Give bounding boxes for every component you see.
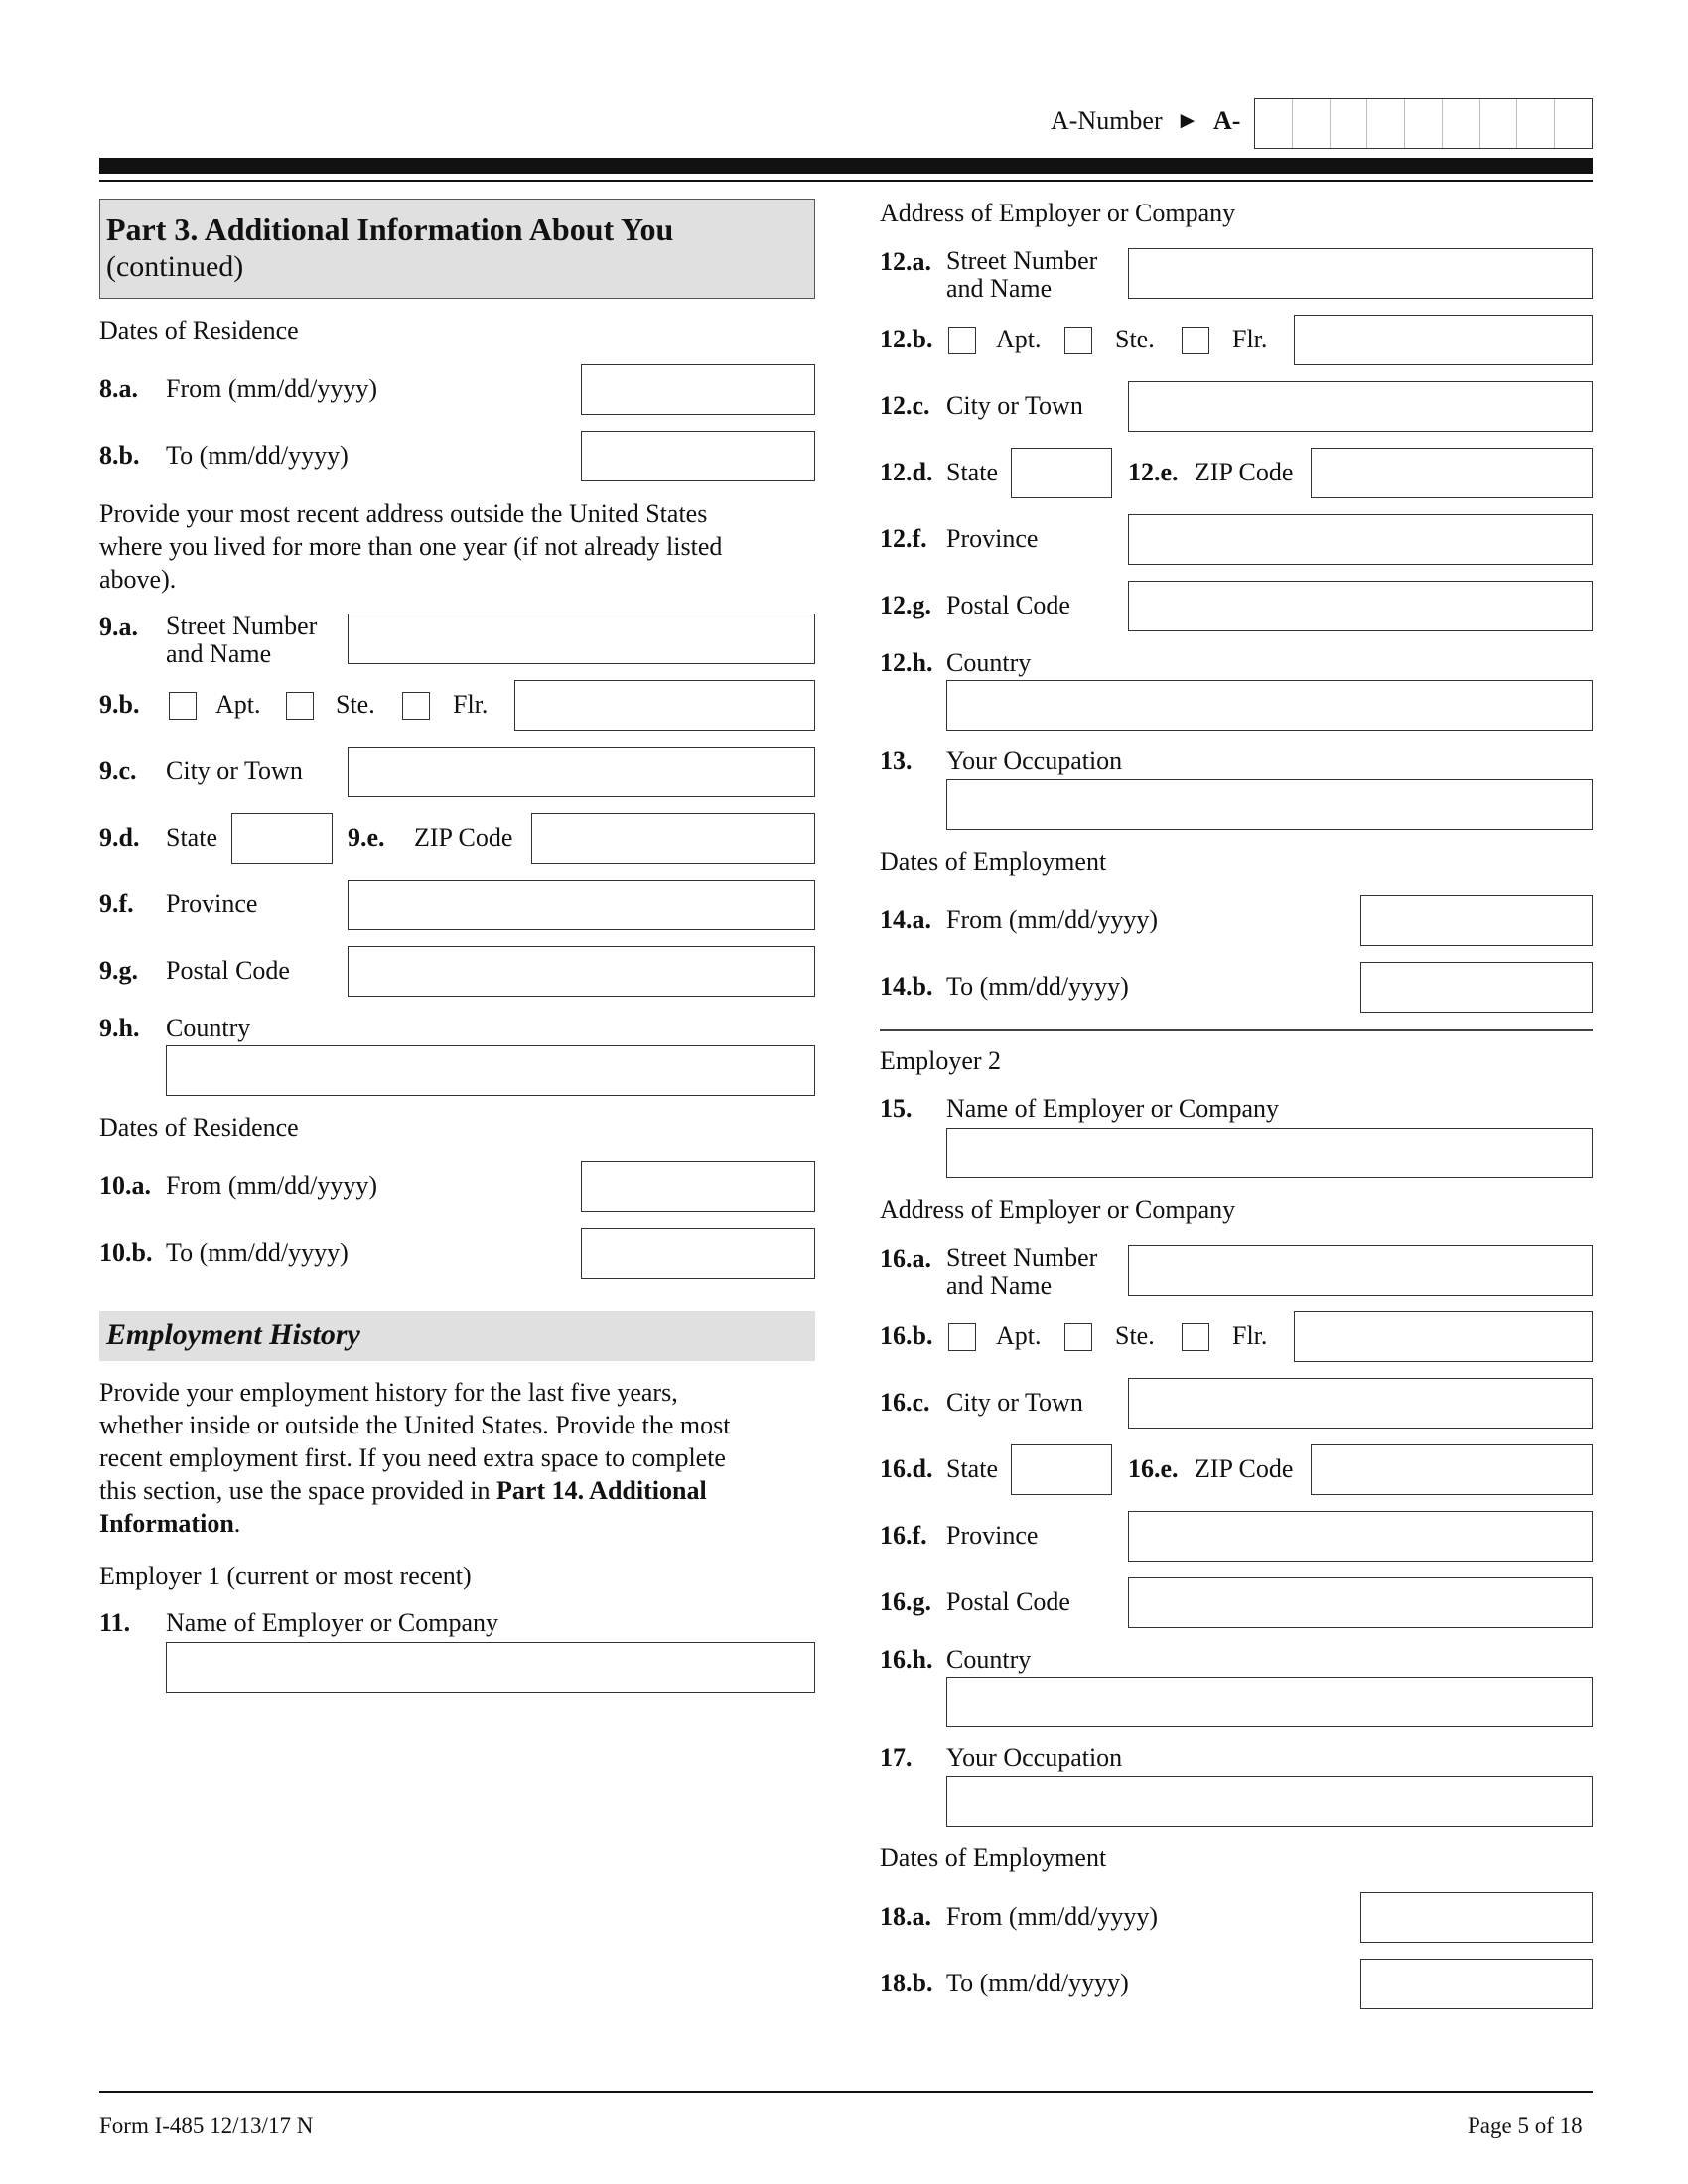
address-of-employer-heading: Address of Employer or Company	[880, 1195, 1236, 1224]
dates-of-employment-heading: Dates of Employment	[880, 1843, 1107, 1872]
footer-rule	[99, 2091, 1593, 2093]
flr-checkbox[interactable]	[1182, 327, 1209, 354]
part-subtitle: (continued)	[106, 250, 244, 283]
q9g-label: Postal Code	[166, 956, 290, 985]
apt-checkbox[interactable]	[169, 692, 197, 720]
section-divider	[880, 1029, 1593, 1031]
employment-to-date-input[interactable]	[1360, 1959, 1593, 2009]
q16d-label: State	[946, 1454, 998, 1483]
a-number-digit	[1516, 99, 1554, 148]
q9g-number: 9.g.	[99, 956, 138, 985]
apt-checkbox[interactable]	[948, 1323, 976, 1351]
q13-label: Your Occupation	[946, 747, 1123, 775]
state-input[interactable]	[1011, 448, 1112, 498]
instructions-line: whether inside or outside the United States. Provide the most	[99, 1411, 731, 1439]
postal-code-input[interactable]	[1128, 581, 1593, 631]
residence-from-date-input[interactable]	[581, 1161, 815, 1212]
q16c-label: City or Town	[946, 1388, 1083, 1417]
q15-number: 15.	[880, 1094, 913, 1123]
q9b-number: 9.b.	[99, 690, 140, 719]
q10b-number: 10.b.	[99, 1238, 153, 1267]
q8b-label: To (mm/dd/yyyy)	[166, 441, 349, 470]
q16a-number: 16.a.	[880, 1244, 931, 1273]
flr-checkbox[interactable]	[1182, 1323, 1209, 1351]
q18b-label: To (mm/dd/yyyy)	[946, 1969, 1129, 1997]
q9f-label: Province	[166, 889, 258, 918]
a-number-label: A-Number	[1051, 106, 1163, 135]
instructions-line: above).	[99, 565, 177, 594]
occupation-input[interactable]	[946, 1776, 1593, 1827]
apt-checkbox[interactable]	[948, 327, 976, 354]
a-number-digit	[1479, 99, 1517, 148]
province-input[interactable]	[348, 880, 815, 930]
dates-of-residence-heading: Dates of Residence	[99, 1113, 299, 1142]
q9h-label: Country	[166, 1014, 251, 1042]
employment-from-date-input[interactable]	[1360, 895, 1593, 946]
ste-label: Ste.	[336, 690, 375, 719]
country-input[interactable]	[166, 1045, 815, 1096]
header-thin-rule	[99, 180, 1593, 182]
q18b-number: 18.b.	[880, 1969, 933, 1997]
q16a-label-line2: and Name	[946, 1271, 1053, 1299]
a-number-digit	[1554, 99, 1592, 148]
q16h-label: Country	[946, 1645, 1032, 1674]
q9c-number: 9.c.	[99, 756, 137, 785]
q14a-label: From (mm/dd/yyyy)	[946, 905, 1159, 934]
employment-history-title: Employment History	[106, 1318, 360, 1351]
employer-name-input[interactable]	[946, 1128, 1593, 1178]
q8a-number: 8.a.	[99, 374, 138, 403]
a-number-digit	[1330, 99, 1367, 148]
q12g-label: Postal Code	[946, 591, 1070, 619]
a-number-digit	[1442, 99, 1479, 148]
q17-number: 17.	[880, 1743, 913, 1772]
q12h-number: 12.h.	[880, 648, 933, 677]
province-input[interactable]	[1128, 1511, 1593, 1562]
a-number-digit	[1366, 99, 1404, 148]
address-of-employer-heading: Address of Employer or Company	[880, 199, 1236, 227]
state-input[interactable]	[1011, 1444, 1112, 1495]
q16f-number: 16.f.	[880, 1521, 927, 1550]
q12e-number: 12.e.	[1128, 458, 1179, 486]
employer-street-input[interactable]	[1128, 248, 1593, 299]
instructions-line	[99, 1507, 730, 1540]
employment-instructions	[99, 1376, 730, 1540]
apt-label: Apt.	[215, 690, 261, 719]
q14a-number: 14.a.	[880, 905, 931, 934]
q16f-label: Province	[946, 1521, 1039, 1550]
instructions-line: Provide your most recent address outside the United States	[99, 499, 708, 528]
ste-checkbox[interactable]	[286, 692, 314, 720]
q14b-number: 14.b.	[880, 972, 933, 1001]
ste-label: Ste.	[1115, 325, 1155, 353]
a-number-arrow-icon: ►	[1176, 108, 1199, 134]
page-number: Page 5 of 18	[1468, 2114, 1583, 2138]
residence-to-date-input[interactable]	[581, 1228, 815, 1279]
postal-code-input[interactable]	[348, 946, 815, 997]
unit-number-input[interactable]	[1294, 1311, 1593, 1362]
residence-from-date-input[interactable]	[581, 364, 815, 415]
q9d-number: 9.d.	[99, 823, 140, 852]
q16d-number: 16.d.	[880, 1454, 933, 1483]
a-number-input[interactable]	[1254, 98, 1593, 149]
q18a-label: From (mm/dd/yyyy)	[946, 1902, 1159, 1931]
instructions-line	[99, 1474, 730, 1507]
q16g-label: Postal Code	[946, 1587, 1070, 1616]
street-number-name-input[interactable]	[348, 614, 815, 664]
q12b-number: 12.b.	[880, 325, 933, 353]
unit-number-input[interactable]	[514, 680, 815, 731]
q12c-number: 12.c.	[880, 391, 930, 420]
q10a-label: From (mm/dd/yyyy)	[166, 1171, 378, 1200]
a-number-digit	[1404, 99, 1442, 148]
country-input[interactable]	[946, 680, 1593, 731]
q14b-label: To (mm/dd/yyyy)	[946, 972, 1129, 1001]
a-number-digit	[1292, 99, 1330, 148]
q11-label: Name of Employer or Company	[166, 1608, 499, 1637]
ste-label: Ste.	[1115, 1321, 1155, 1350]
state-input[interactable]	[231, 813, 333, 864]
q9f-number: 9.f.	[99, 889, 134, 918]
q9a-label-line1: Street Number	[166, 612, 318, 640]
employer-street-input[interactable]	[1128, 1245, 1593, 1296]
province-input[interactable]	[1128, 514, 1593, 565]
apt-label: Apt.	[996, 1321, 1042, 1350]
dates-of-employment-heading: Dates of Employment	[880, 847, 1107, 876]
dates-of-residence-heading: Dates of Residence	[99, 316, 299, 344]
q12c-label: City or Town	[946, 391, 1083, 420]
postal-code-input[interactable]	[1128, 1577, 1593, 1628]
unit-number-input[interactable]	[1294, 315, 1593, 365]
q8a-label: From (mm/dd/yyyy)	[166, 374, 378, 403]
employer-1-heading: Employer 1 (current or most recent)	[99, 1562, 472, 1590]
zip-code-input[interactable]	[1311, 1444, 1593, 1495]
q9e-label: ZIP Code	[414, 823, 513, 852]
q10a-number: 10.a.	[99, 1171, 151, 1200]
q10b-label: To (mm/dd/yyyy)	[166, 1238, 349, 1267]
city-or-town-input[interactable]	[1128, 381, 1593, 432]
q16c-number: 16.c.	[880, 1388, 930, 1417]
q11-number: 11.	[99, 1608, 131, 1637]
instructions-line: recent employment first. If you need extra space to complete	[99, 1443, 726, 1472]
form-identifier: Form I-485 12/13/17 N	[99, 2114, 314, 2138]
employer-name-input[interactable]	[166, 1642, 815, 1693]
a-number-digit	[1255, 99, 1292, 148]
part-14-reference: Part 14. Additional	[496, 1476, 707, 1505]
q9h-number: 9.h.	[99, 1014, 140, 1042]
instructions-text: this section, use the space provided in	[99, 1476, 497, 1505]
employment-from-date-input[interactable]	[1360, 1892, 1593, 1943]
ste-checkbox[interactable]	[1064, 327, 1092, 354]
q12a-label-line2: and Name	[946, 274, 1053, 303]
q12d-number: 12.d.	[880, 458, 933, 486]
q12f-label: Province	[946, 524, 1039, 553]
instructions-line: Provide your employment history for the last five years,	[99, 1378, 678, 1407]
flr-label: Flr.	[453, 690, 489, 719]
q9d-label: State	[166, 823, 217, 852]
q17-label: Your Occupation	[946, 1743, 1123, 1772]
occupation-input[interactable]	[946, 779, 1593, 830]
q12a-number: 12.a.	[880, 247, 931, 276]
ste-checkbox[interactable]	[1064, 1323, 1092, 1351]
q12a-label-line1: Street Number	[946, 246, 1098, 275]
residence-to-date-input[interactable]	[581, 431, 815, 481]
q16g-number: 16.g.	[880, 1587, 931, 1616]
q16b-number: 16.b.	[880, 1321, 933, 1350]
q12e-label: ZIP Code	[1195, 458, 1294, 486]
q12f-number: 12.f.	[880, 524, 927, 553]
header-thick-rule	[99, 158, 1593, 174]
part-title: Part 3. Additional Information About You	[106, 211, 674, 247]
country-input[interactable]	[946, 1677, 1593, 1727]
instructions-line: where you lived for more than one year (if not already listed	[99, 532, 723, 561]
outside-us-address-instructions	[99, 497, 722, 596]
zip-code-input[interactable]	[531, 813, 815, 864]
q8b-number: 8.b.	[99, 441, 140, 470]
flr-label: Flr.	[1232, 325, 1268, 353]
q12d-label: State	[946, 458, 998, 486]
instructions-text: .	[233, 1509, 241, 1538]
q18a-number: 18.a.	[880, 1902, 931, 1931]
city-or-town-input[interactable]	[348, 747, 815, 797]
q9e-number: 9.e.	[348, 823, 385, 852]
part-14-reference: Information	[99, 1509, 234, 1538]
city-or-town-input[interactable]	[1128, 1378, 1593, 1429]
q16e-label: ZIP Code	[1195, 1454, 1294, 1483]
q15-label: Name of Employer or Company	[946, 1094, 1280, 1123]
q9a-label-line2: and Name	[166, 639, 272, 668]
q16a-label-line1: Street Number	[946, 1243, 1098, 1272]
flr-label: Flr.	[1232, 1321, 1268, 1350]
q12g-number: 12.g.	[880, 591, 931, 619]
a-number-prefix: A-	[1213, 106, 1241, 135]
flr-checkbox[interactable]	[402, 692, 430, 720]
q16h-number: 16.h.	[880, 1645, 933, 1674]
q12h-label: Country	[946, 648, 1032, 677]
employment-to-date-input[interactable]	[1360, 962, 1593, 1013]
employer-2-heading: Employer 2	[880, 1046, 1002, 1075]
apt-label: Apt.	[996, 325, 1042, 353]
q13-number: 13.	[880, 747, 913, 775]
q9a-number: 9.a.	[99, 613, 138, 641]
q16e-number: 16.e.	[1128, 1454, 1179, 1483]
q9c-label: City or Town	[166, 756, 303, 785]
zip-code-input[interactable]	[1311, 448, 1593, 498]
